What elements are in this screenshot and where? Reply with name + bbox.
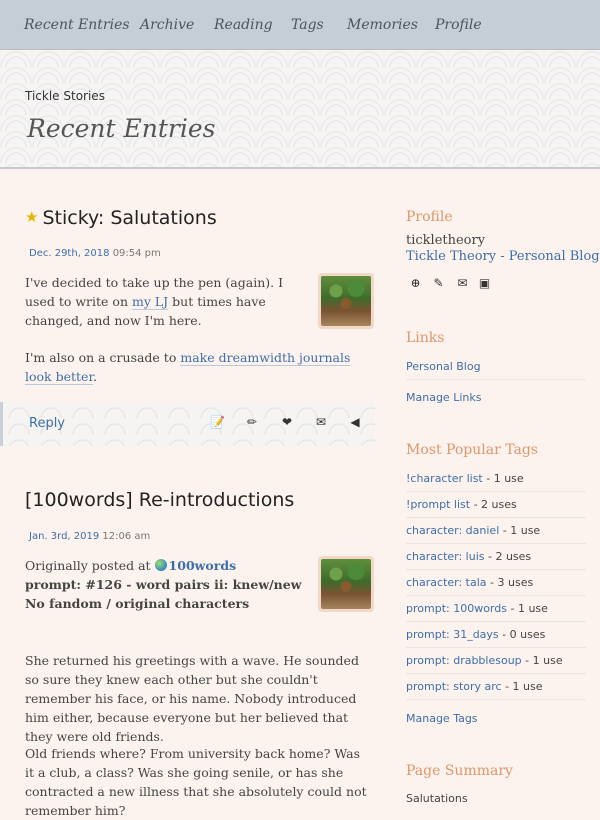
star-icon: ★ xyxy=(25,208,39,226)
top-nav xyxy=(0,0,600,50)
tag-link[interactable]: prompt: drabblesoup xyxy=(406,654,522,667)
edit-tags-icon[interactable]: ✏ xyxy=(246,415,258,429)
page-title: Recent Entries xyxy=(27,114,216,143)
tag-list-item xyxy=(406,680,586,700)
message-icon[interactable]: ✉ xyxy=(457,276,468,290)
sidebar-link-item xyxy=(406,360,586,380)
entry-title-text: Sticky: Salutations xyxy=(42,207,217,229)
entry-text: I'm also on a crusade to xyxy=(25,350,181,365)
community-link[interactable]: 100words xyxy=(168,558,237,573)
tag-list-item xyxy=(406,550,586,570)
tag-count: - 3 uses xyxy=(486,576,534,589)
posted-prefix: Originally posted at xyxy=(25,558,155,573)
entry-datetime xyxy=(29,248,161,259)
post-icon[interactable]: ✎ xyxy=(433,276,444,290)
tag-list-item xyxy=(406,628,586,648)
manage-tags-link[interactable]: Manage Tags xyxy=(406,712,478,725)
sidebar-tags-heading: Most Popular Tags xyxy=(406,442,538,458)
make-journals-better-link[interactable]: make dreamwidth journals look better xyxy=(25,350,351,384)
entry-text: I've decided to take up the pen (again). I used to write on xyxy=(25,275,284,309)
tag-link[interactable]: character: tala xyxy=(406,576,487,589)
tag-count: - 1 use xyxy=(501,680,543,693)
tag-link[interactable]: !prompt list xyxy=(406,498,471,511)
entry-body-para-2: Old friends where? From university back home? Was it a club, a class? Was she going senile, or has she contracted a new illness that she absolutely could not remember him? xyxy=(25,746,367,818)
entry-time: 09:54 pm xyxy=(112,248,161,259)
tag-count: - 1 use xyxy=(506,602,548,615)
tag-count: - 1 use xyxy=(482,472,524,485)
userpic-image xyxy=(321,276,371,326)
entry-date-link[interactable]: Dec. 29th, 2018 xyxy=(29,248,110,259)
entry-date-link[interactable]: Jan. 3rd, 2019 xyxy=(29,531,100,542)
share-icon[interactable]: ◀ xyxy=(350,415,360,429)
sidebar-links-heading: Links xyxy=(406,330,445,346)
tag-link[interactable]: character: daniel xyxy=(406,524,500,537)
entry-prompt: prompt: #126 - word pairs ii: knew/new xyxy=(25,577,302,592)
entry-body-para-2 xyxy=(25,348,365,386)
entry-time: 12:06 am xyxy=(102,531,151,542)
tag-list-item xyxy=(406,654,586,674)
nav-archive[interactable]: Archive xyxy=(140,17,195,33)
entry-body-para-1 xyxy=(25,273,295,330)
entry-title-salutations[interactable] xyxy=(25,207,217,229)
tag-list-item xyxy=(406,524,586,544)
track-icon[interactable]: ✉ xyxy=(315,415,327,429)
tag-link[interactable]: prompt: story arc xyxy=(406,680,502,693)
entry-footer xyxy=(0,402,375,446)
sidebar-summary-heading: Page Summary xyxy=(406,763,513,779)
main-content xyxy=(0,171,390,818)
entry-meta xyxy=(25,556,315,613)
tag-list-item xyxy=(406,576,586,596)
nav-tags[interactable]: Tags xyxy=(291,17,324,33)
userpic[interactable] xyxy=(318,273,374,329)
tag-link[interactable]: !character list xyxy=(406,472,483,485)
tag-link[interactable]: prompt: 31_days xyxy=(406,628,499,641)
tag-list-item xyxy=(406,602,586,622)
entry-text: but times have changed, and now I'm here. xyxy=(25,294,266,328)
tag-link[interactable]: character: luis xyxy=(406,550,485,563)
entry-text: . xyxy=(93,369,98,384)
entry-title-reintroductions[interactable]: [100words] Re-introductions xyxy=(25,489,295,511)
add-circle-icon[interactable]: ⊕ xyxy=(410,276,421,290)
reply-link[interactable]: Reply xyxy=(29,416,66,431)
track-icon[interactable]: ▣ xyxy=(478,276,491,290)
tag-link[interactable]: prompt: 100words xyxy=(406,602,507,615)
tag-list-item xyxy=(406,472,586,492)
sidebar-blog-title-link[interactable]: Tickle Theory - Personal Blog xyxy=(406,249,600,264)
summary-item[interactable]: Salutations xyxy=(406,792,468,805)
edit-entry-icon[interactable]: 📝 xyxy=(210,415,225,429)
userpic[interactable] xyxy=(318,556,374,612)
sidebar-link-item xyxy=(406,391,586,410)
nav-reading[interactable]: Reading xyxy=(214,17,273,33)
nav-recent-entries[interactable]: Recent Entries xyxy=(24,17,130,33)
entry-datetime xyxy=(29,531,150,542)
tag-list-item xyxy=(406,498,586,518)
site-name: Tickle Stories xyxy=(25,89,105,103)
tag-count: - 2 uses xyxy=(484,550,532,563)
manage-tags-item xyxy=(406,712,586,731)
community-globe-icon xyxy=(155,559,167,571)
tag-count: - 2 uses xyxy=(470,498,517,511)
entry-fandom: No fandom / original characters xyxy=(25,596,250,611)
userpic-image xyxy=(321,559,371,609)
memory-icon[interactable]: ❤ xyxy=(281,415,293,429)
manage-links-link[interactable]: Manage Links xyxy=(406,391,482,404)
page-header xyxy=(0,51,600,169)
tag-count: - 1 use xyxy=(521,654,563,667)
sidebar-username: tickletheory xyxy=(406,233,486,248)
nav-memories[interactable]: Memories xyxy=(347,17,418,33)
nav-profile[interactable]: Profile xyxy=(435,17,482,33)
personal-blog-link[interactable]: Personal Blog xyxy=(406,360,481,373)
entry-body-para-1: She returned his greetings with a wave. He sounded so sure they knew each other but she couldn't remember his face, or his name. Nobody introduced him either, because everyone but her believed that they were old friends. xyxy=(25,653,359,744)
tag-count: - 0 uses xyxy=(498,628,546,641)
sidebar-profile-heading: Profile xyxy=(406,209,453,225)
my-lj-link[interactable]: my LJ xyxy=(131,294,169,309)
tag-count: - 1 use xyxy=(499,524,541,537)
